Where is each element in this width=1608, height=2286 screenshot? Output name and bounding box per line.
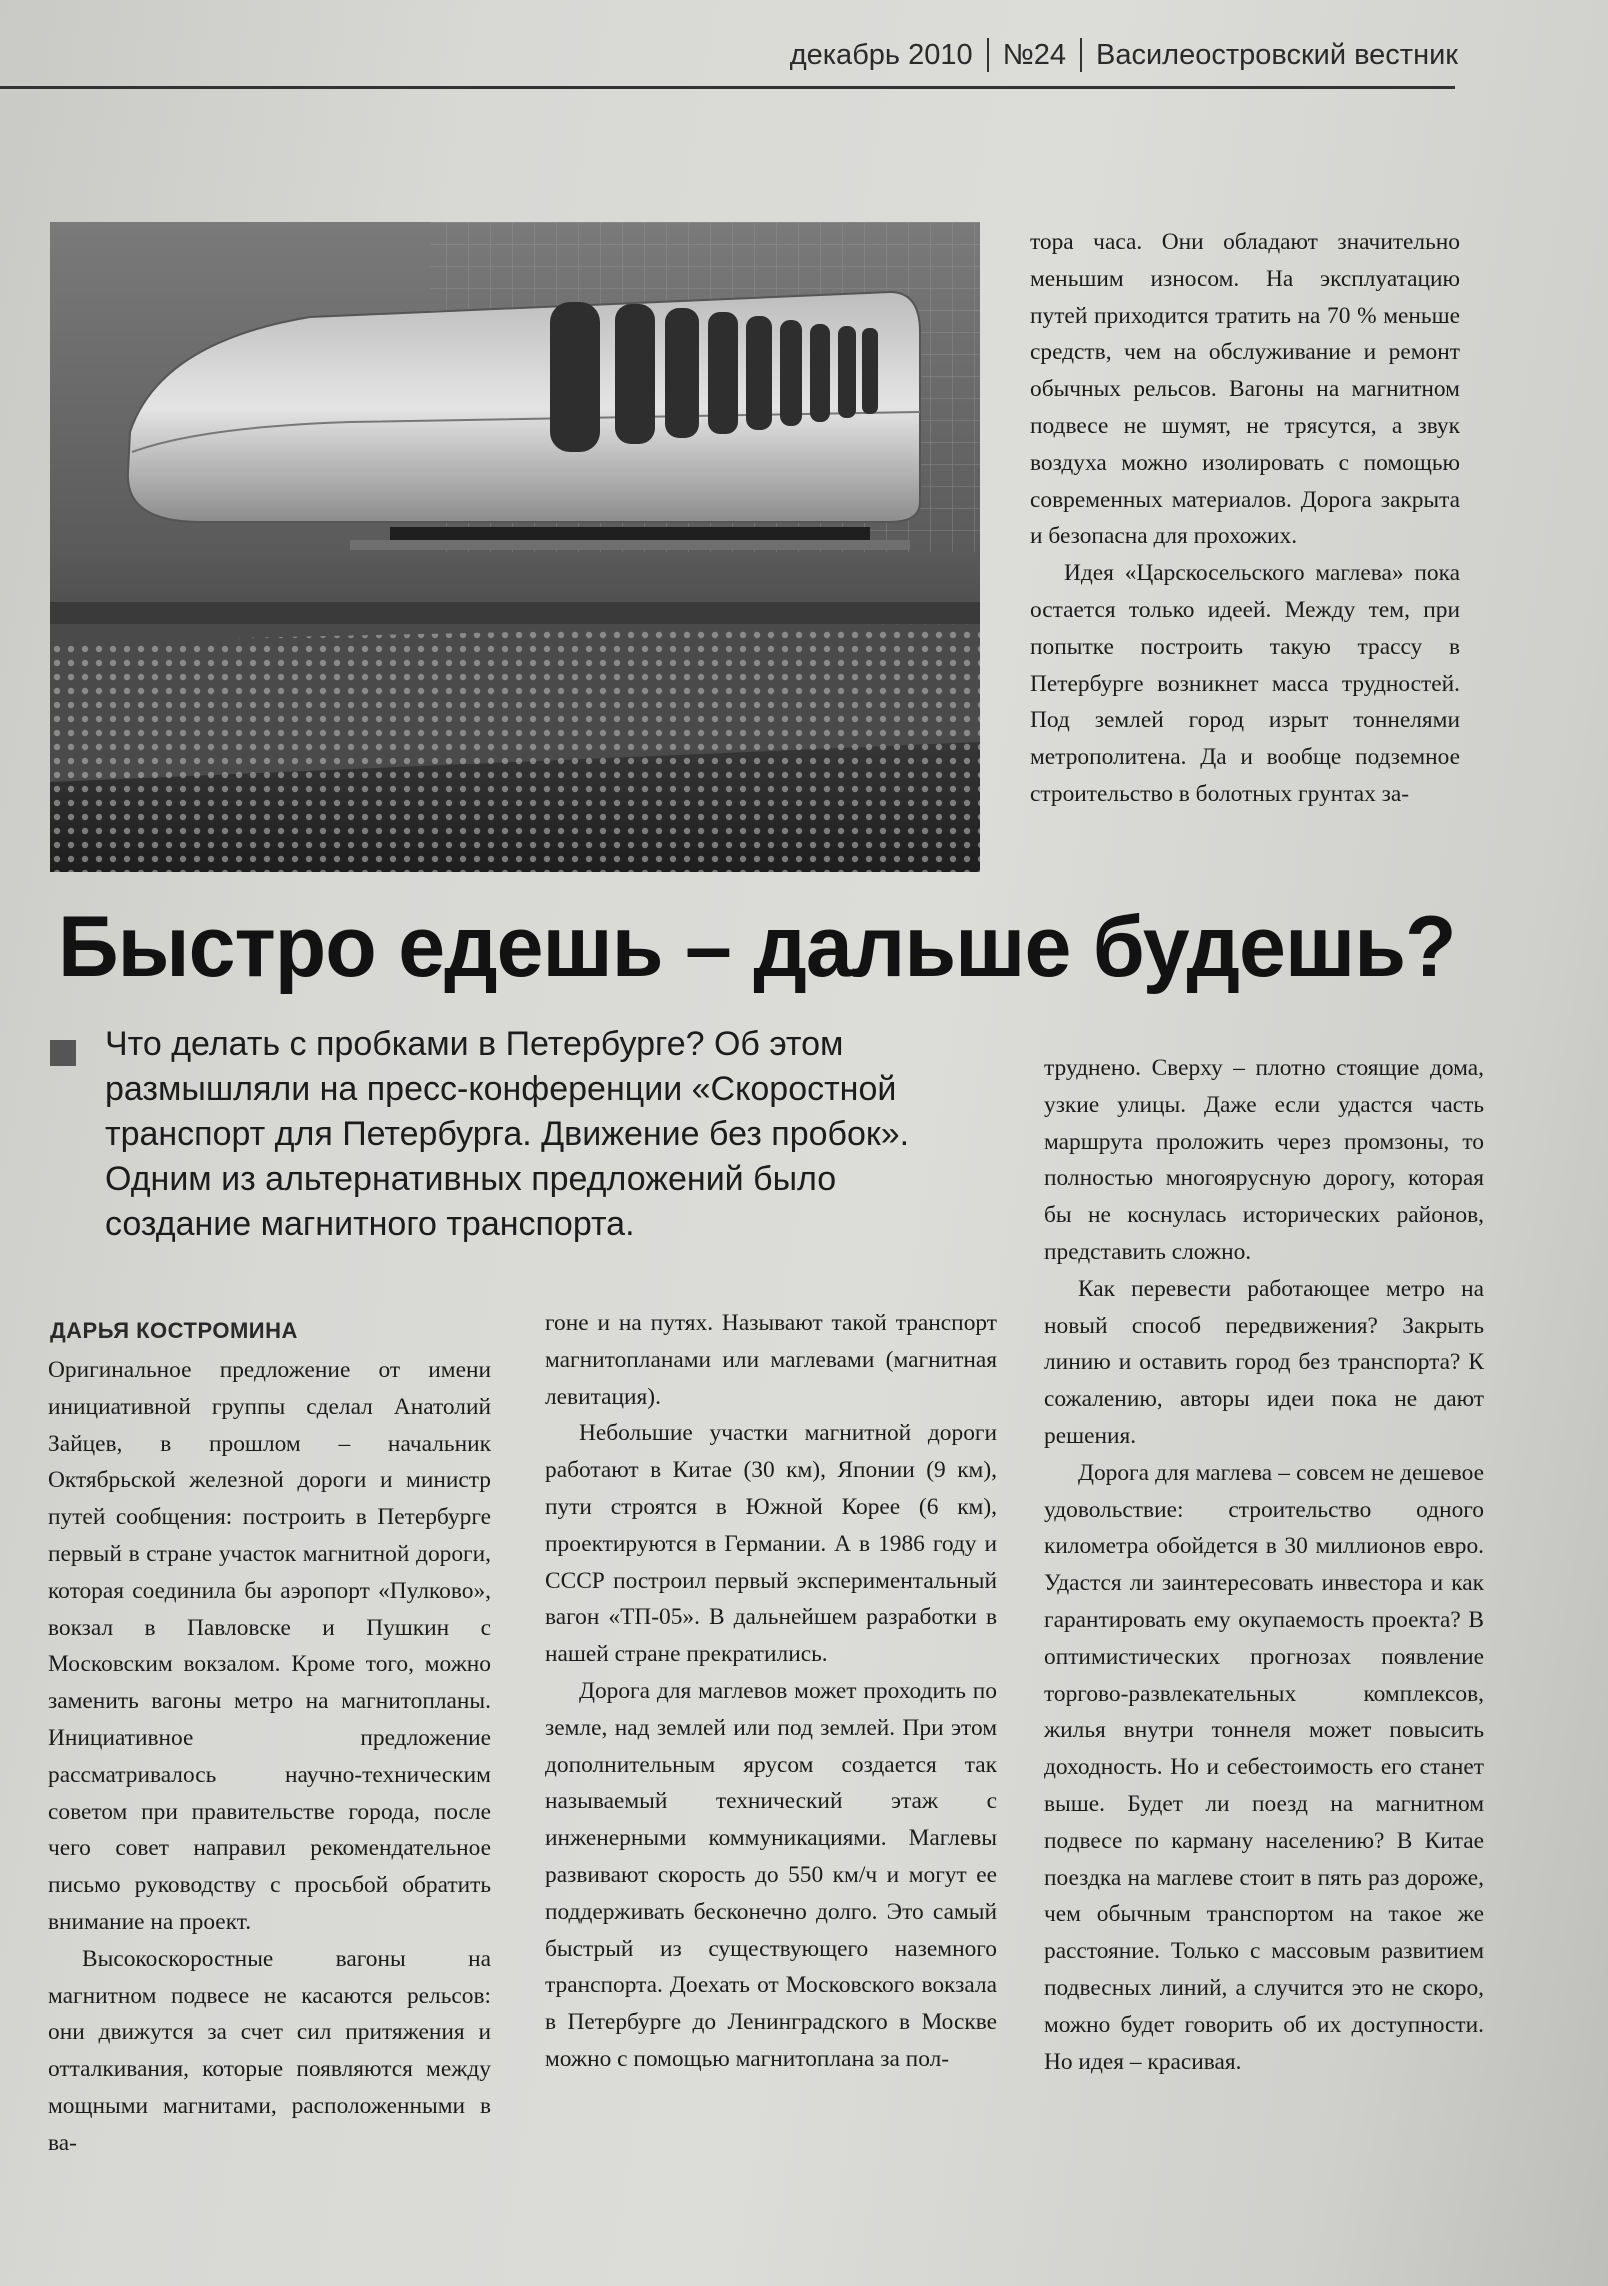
paragraph: Небольшие участки магнитной дороги работают в Китае (30 км), Японии (9 км), пути строятся в Южной Корее (6 км), проектируются в Германии. А в 1986 году и СССР построил первый экспериментальный вагон «ТП-05». В дальнейшем разработки в нашей стране прекратились.	[545, 1420, 997, 1668]
article-column-3-bottom	[1044, 1050, 1484, 2080]
paragraph: Как перевести работающее метро на новый способ передвижения? Закрыть линию и оставить город без транспорта? К сожалению, авторы идеи пока не дают решения.	[1044, 1275, 1484, 1449]
article-column-3-top	[1030, 224, 1460, 813]
header-publication: Василеостровский вестник	[1095, 38, 1458, 71]
header-separator	[987, 38, 989, 72]
article-column-1	[48, 1352, 491, 2162]
page-header	[790, 38, 1458, 72]
paragraph: гоне и на путях. Называют такой транспорт магнитопланами или маглевами (магнитная левитация).	[545, 1310, 997, 1410]
paragraph: Дорога для маглевов может проходить по земле, над землей или под землей. При этом дополнительным ярусом создается так называемый технический этаж с инженерными коммуникациями. Маглевы развивают скорость до 550 км/ч и могут ее поддерживать бесконечно долго. Это самый быстрый из существующего наземного транспорта. Доехать от Московского вокзала в Петербурге до Ленинградского в Москве можно с помощью магнитоплана за пол-	[545, 1677, 997, 2072]
maglev-illustration	[50, 222, 980, 872]
paragraph: тора часа. Они обладают значительно меньшим износом. На эксплуатацию путей приходится тратить на 70 % меньше средств, чем на обслуживание и ремонт обычных рельсов. Вагоны на магнитном подвесе не шумят, не трясутся, а звук воздуха можно изолировать с помощью современных материалов. Дорога закрыта и безопасна для прохожих.	[1030, 229, 1460, 550]
paragraph: труднено. Сверху – плотно стоящие дома, узкие улицы. Даже если удастся часть маршрута проложить через промзоны, то полностью многоярусную дорогу, которая бы не коснулась исторических районов, представить сложно.	[1044, 1055, 1484, 1265]
header-separator	[1080, 38, 1082, 72]
paragraph: Дорога для маглева – совсем не дешевое удовольствие: строительство одного километра обойдется в 30 миллионов евро. Удастся ли заинтересовать инвестора и как гарантировать ему окупаемость проекта? В оптимистических прогнозах появление торгово-развлекательных комплексов, жилья внутри тоннеля может повысить доходность. Но и себестоимость его станет выше. Будет ли поезд на магнитном подвесе по карману населению? В Китае поездка на маглеве стоит в пять раз дороже, чем обычным транспортом на такое же расстояние. Только с массовым развитием подвесных линий, а случится это не скоро, можно будет говорить об их доступности. Но идея – красивая.	[1044, 1459, 1484, 2075]
paragraph: Идея «Царскосельского маглева» пока остается только идеей. Между тем, при попытке построить такую трассу в Петербурге возникнет масса трудностей. Под землей город изрыт тоннелями метрополитена. Да и вообще подземное строительство в болотных грунтах за-	[1030, 560, 1460, 807]
header-issue: №24	[1002, 38, 1066, 71]
paragraph: Оригинальное предложение от имени инициативной группы сделал Анатолий Зайцев, в прошлом – начальник Октябрьской железной дороги и министр путей сообщения: построить в Петербурге первый в стране участок магнитной дороги, которая соединила бы аэропорт «Пулково», вокзал в Павловске и Пушкин с Московским вокзалом. Кроме того, можно заменить вагоны метро на магнитопланы. Инициативное предложение рассматривалось научно-техническим советом при правительстве города, после чего совет направил рекомендательное письмо руководству с просьбой обратить внимание на проект.	[48, 1357, 491, 1935]
article-column-2	[545, 1305, 997, 2078]
maglev-train-photo	[50, 222, 980, 872]
lead-square-marker	[50, 1040, 76, 1066]
article-lead: Что делать с пробками в Петербурге? Об этом размышляли на пресс-конференции «Скоростной транспорт для Петербурга. Движение без пробок». Одним из альтернативных предложений было создание магнитного транспорта.	[105, 1025, 910, 1243]
article-title: Быстро едешь – дальше будешь?	[58, 899, 1456, 995]
header-rule	[0, 86, 1455, 89]
header-date: декабрь 2010	[789, 38, 973, 71]
paragraph: Высокоскоростные вагоны на магнитном подвесе не касаются рельсов: они движутся за счет сил притяжения и отталкивания, которые появляются между мощными магнитами, расположенными в ва-	[48, 1945, 491, 2156]
article-byline: ДАРЬЯ КОСТРОМИНА	[50, 1318, 298, 1343]
